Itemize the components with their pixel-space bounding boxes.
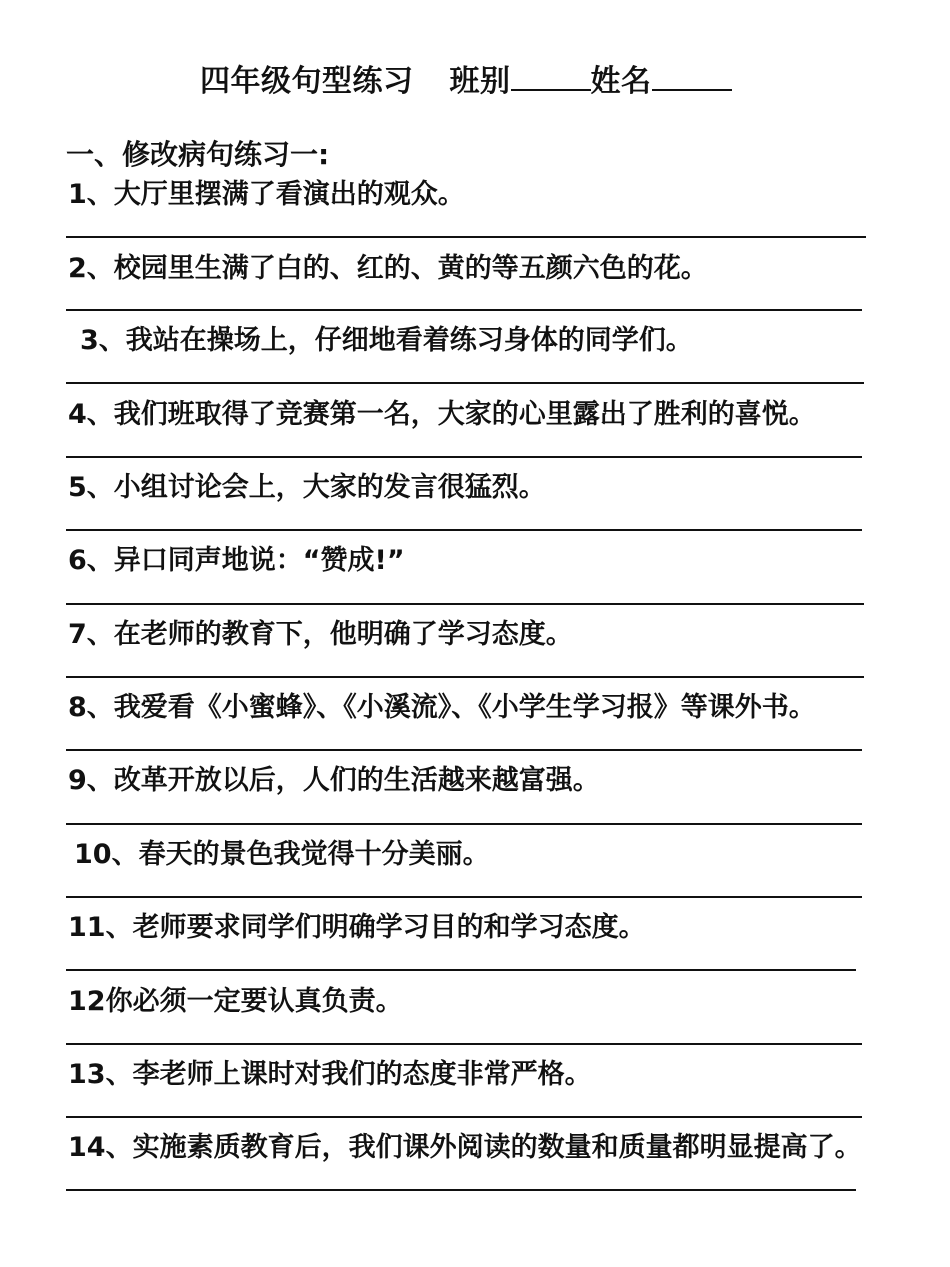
class-blank[interactable]	[511, 67, 591, 91]
worksheet-title	[200, 56, 732, 100]
sentence-11: 11、老师要求同学们明确学习目的和学习态度。	[68, 912, 646, 943]
answer-line-7[interactable]	[66, 676, 864, 678]
answer-line-8[interactable]	[66, 749, 862, 751]
answer-line-10[interactable]	[66, 896, 862, 898]
sentence-14: 14、实施素质教育后，我们课外阅读的数量和质量都明显提高了。	[68, 1132, 862, 1163]
answer-line-2[interactable]	[66, 309, 862, 311]
answer-line-14[interactable]	[66, 1189, 856, 1191]
answer-line-9[interactable]	[66, 823, 862, 825]
answer-line-4[interactable]	[66, 456, 862, 458]
sentence-2: 2、校园里生满了白的、红的、黄的等五颜六色的花。	[68, 253, 708, 284]
answer-line-6[interactable]	[66, 603, 864, 605]
sentence-4: 4、我们班取得了竞赛第一名，大家的心里露出了胜利的喜悦。	[68, 399, 816, 430]
section-title: 一、修改病句练习一:	[66, 138, 330, 171]
answer-line-5[interactable]	[66, 529, 862, 531]
title-text: 四年级句型练习	[200, 64, 414, 99]
name-blank[interactable]	[652, 67, 732, 91]
sentence-10: 10、春天的景色我觉得十分美丽。	[74, 839, 490, 870]
sentence-1: 1、大厅里摆满了看演出的观众。	[68, 179, 465, 210]
answer-line-12[interactable]	[66, 1043, 862, 1045]
sentence-7: 7、在老师的教育下，他明确了学习态度。	[68, 619, 573, 650]
sentence-9: 9、改革开放以后，人们的生活越来越富强。	[68, 765, 600, 796]
name-label: 姓名	[590, 64, 652, 99]
answer-line-1[interactable]	[66, 236, 866, 238]
sentence-3: 3、我站在操场上，仔细地看着练习身体的同学们。	[80, 325, 693, 356]
sentence-6: 6、异口同声地说：“赞成!”	[68, 545, 405, 576]
answer-line-13[interactable]	[66, 1116, 862, 1118]
sentence-8: 8、我爱看《小蜜蜂》、《小溪流》、《小学生学习报》等课外书。	[68, 692, 816, 723]
sentence-5: 5、小组讨论会上，大家的发言很猛烈。	[68, 472, 546, 503]
class-label: 班别	[449, 64, 511, 99]
answer-line-3[interactable]	[66, 382, 864, 384]
answer-line-11[interactable]	[66, 969, 856, 971]
sentence-13: 13、李老师上课时对我们的态度非常严格。	[68, 1059, 592, 1090]
sentence-12: 12你必须一定要认真负责。	[68, 986, 403, 1017]
